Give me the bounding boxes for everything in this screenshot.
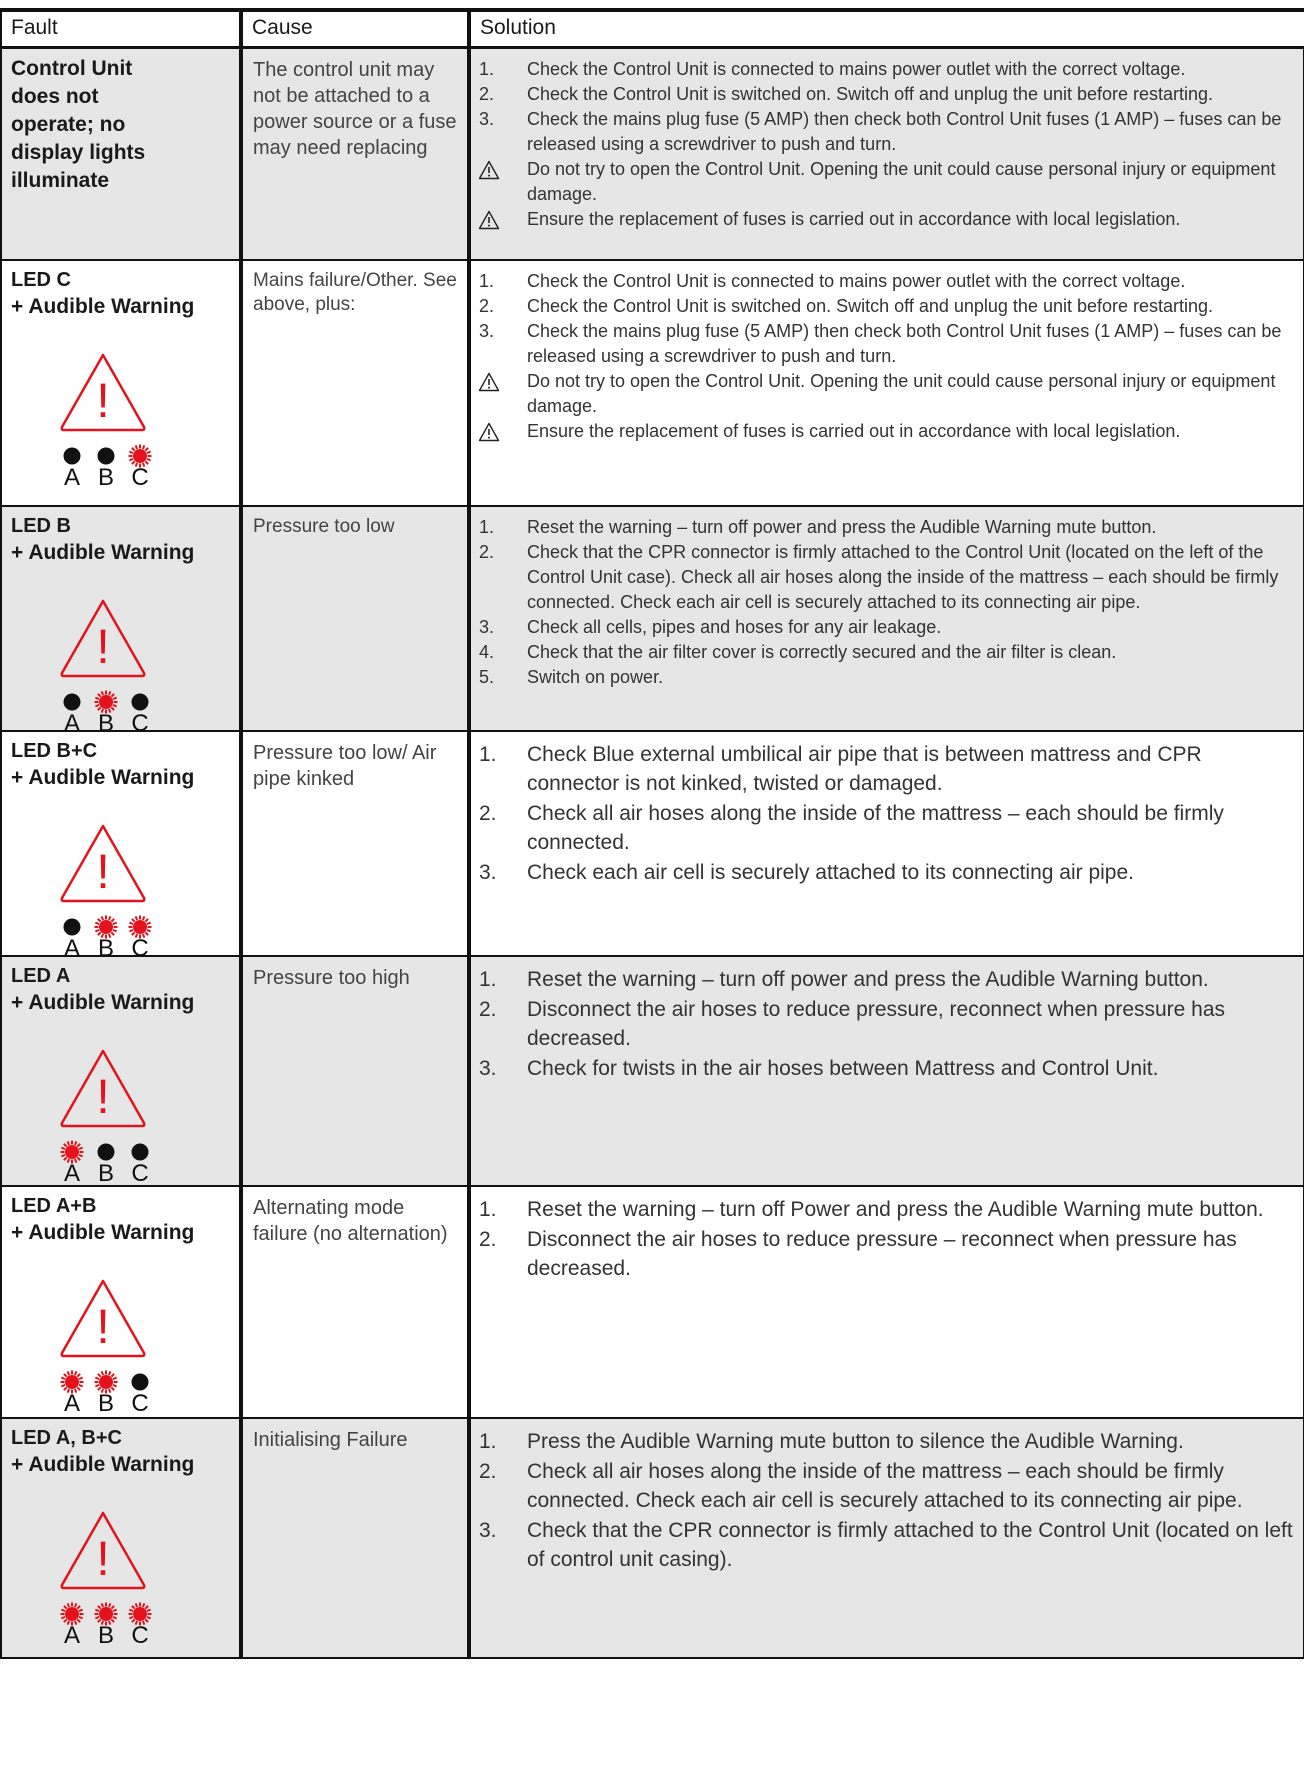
step-text: Reset the warning – turn off power and press the Audible Warning mute button. xyxy=(527,516,1157,537)
fault-cell xyxy=(1,956,241,1186)
warning-exclamation: ! xyxy=(96,845,110,899)
table-row xyxy=(1,956,1304,1186)
led-label-c: C xyxy=(131,1621,149,1649)
led-label-c: C xyxy=(131,1159,149,1187)
solution-step xyxy=(479,1457,1293,1515)
step-text: Ensure the replacement of fuses is carried out in accordance with local legislation. xyxy=(527,420,1181,441)
solution-cell xyxy=(469,260,1304,506)
step-number: 3. xyxy=(479,109,495,129)
fault-title: LED A xyxy=(11,964,71,987)
warning-triangle-icon xyxy=(58,1047,148,1129)
step-number: 1. xyxy=(479,1197,497,1221)
step-text: Check that the air filter cover is correctly secured and the air filter is clean. xyxy=(527,641,1117,662)
table-row xyxy=(1,506,1304,731)
fault-title: Control Unit does not operate; no display lights illuminate xyxy=(11,57,146,192)
step-number: 3. xyxy=(479,1518,497,1542)
step-number: 3. xyxy=(479,616,495,637)
solution-cell xyxy=(469,506,1304,731)
step-text: Check each air cell is securely attached to its connecting air pipe. xyxy=(527,860,1134,884)
led-indicator xyxy=(50,822,170,960)
led-indicator xyxy=(50,1277,170,1415)
warning-triangle-icon xyxy=(58,597,148,679)
fault-cell xyxy=(1,1418,241,1658)
step-number: 1. xyxy=(479,742,497,766)
led-indicator xyxy=(50,1509,170,1647)
cause-text: Pressure too high xyxy=(253,966,410,989)
fault-title: LED B+C xyxy=(11,739,98,762)
step-text: Reset the warning – turn off Power and press the Audible Warning mute button. xyxy=(527,1197,1264,1221)
step-number: 2. xyxy=(479,84,495,104)
table-row xyxy=(1,1186,1304,1418)
step-number: 1. xyxy=(479,1429,497,1453)
solution-step xyxy=(479,294,1293,319)
step-number: 1. xyxy=(479,967,497,991)
cause-text: The control unit may not be attached to a power source or a fuse may need replacing xyxy=(253,59,457,159)
led-indicator xyxy=(50,597,170,735)
warning-exclamation: ! xyxy=(96,374,110,428)
fault-cell xyxy=(1,48,241,260)
fault-title: LED B xyxy=(11,514,71,537)
fault-subtitle: + Audible Warning xyxy=(11,1452,195,1476)
solution-step xyxy=(479,1225,1293,1283)
header-fault: Fault xyxy=(1,10,241,48)
table-row xyxy=(1,1418,1304,1658)
cause-cell xyxy=(241,1186,469,1418)
solution-step xyxy=(479,540,1293,615)
step-number: 2. xyxy=(479,997,497,1021)
header-solution: Solution xyxy=(469,10,1304,48)
fault-cell xyxy=(1,506,241,737)
solution-step xyxy=(479,615,1293,640)
table-row xyxy=(1,731,1304,956)
table-row xyxy=(1,48,1304,260)
step-number: 1. xyxy=(479,59,495,79)
fault-subtitle: + Audible Warning xyxy=(11,1220,195,1244)
solution-step xyxy=(479,740,1293,798)
led-label-b: B xyxy=(97,934,114,962)
step-text: Check all air hoses along the inside of the mattress – each should be firmly connected. xyxy=(527,801,1224,854)
table-row xyxy=(1,260,1304,506)
solution-step xyxy=(479,1516,1293,1574)
solution-step xyxy=(479,515,1293,540)
step-text: Ensure the replacement of fuses is carried out in accordance with local legislation. xyxy=(527,209,1181,229)
step-number: 4. xyxy=(479,641,495,662)
step-text: Check all air hoses along the inside of the mattress – each should be firmly connected. Check each air cell is securely attached to its connecting air pipe. xyxy=(527,1459,1243,1512)
solution-cell xyxy=(469,1418,1304,1658)
step-text: Check all cells, pipes and hoses for any air leakage. xyxy=(527,616,942,637)
warning-triangle-icon xyxy=(58,1277,148,1359)
warning-triangle-icon xyxy=(58,351,148,433)
step-text: Do not try to open the Control Unit. Opening the unit could cause personal injury or equipment damage. xyxy=(527,159,1276,204)
fault-subtitle: + Audible Warning xyxy=(11,294,195,318)
caution-note xyxy=(479,369,1293,419)
step-text: Check for twists in the air hoses between Mattress and Control Unit. xyxy=(527,1056,1159,1080)
fault-cell xyxy=(1,260,241,506)
step-text: Disconnect the air hoses to reduce pressure – reconnect when pressure has decreased. xyxy=(527,1227,1237,1280)
solution-cell xyxy=(469,956,1304,1186)
step-number: 2. xyxy=(479,801,497,825)
solution-list xyxy=(479,57,1293,237)
fault-subtitle: + Audible Warning xyxy=(11,990,195,1014)
warning-triangle-icon xyxy=(58,822,148,904)
caution-marker xyxy=(479,419,527,449)
led-label-c: C xyxy=(131,934,149,962)
solution-step xyxy=(479,269,1293,294)
solution-step xyxy=(479,965,1293,994)
caution-note xyxy=(479,157,1293,207)
cause-text: Mains failure/Other. See above, plus: xyxy=(253,269,457,315)
caution-icon xyxy=(478,422,500,442)
led-label-b: B xyxy=(97,709,114,737)
cause-text: Alternating mode failure (no alternation) xyxy=(253,1196,448,1245)
step-text: Check the Control Unit is connected to mains power outlet with the correct voltage. xyxy=(527,270,1186,291)
led-label-a: A xyxy=(63,934,80,962)
step-number: 2. xyxy=(479,541,495,562)
solution-list xyxy=(479,1195,1293,1283)
step-number: 2. xyxy=(479,1227,497,1251)
step-number: 2. xyxy=(479,295,495,316)
led-label-b: B xyxy=(97,1389,114,1417)
step-text: Check that the CPR connector is firmly attached to the Control Unit (located on left of control unit casing). xyxy=(527,1518,1293,1571)
caution-marker xyxy=(479,157,527,187)
solution-step xyxy=(479,57,1293,82)
warning-exclamation: ! xyxy=(96,1300,110,1354)
caution-note xyxy=(479,207,1293,237)
led-label-c: C xyxy=(131,709,149,737)
solution-cell xyxy=(469,1186,1304,1418)
cause-cell xyxy=(241,506,469,731)
step-text: Check Blue external umbilical air pipe that is between mattress and CPR connector is not kinked, twisted or damaged. xyxy=(527,742,1202,795)
warning-exclamation: ! xyxy=(96,620,110,674)
solution-step xyxy=(479,1054,1293,1083)
cause-cell xyxy=(241,260,469,506)
caution-icon xyxy=(478,372,500,392)
step-number: 1. xyxy=(479,270,495,291)
step-text: Switch on power. xyxy=(527,666,664,687)
led-indicator xyxy=(50,351,170,489)
cause-cell xyxy=(241,731,469,956)
step-number: 5. xyxy=(479,666,495,687)
led-label-c: C xyxy=(131,1389,149,1417)
caution-icon xyxy=(478,210,500,230)
warning-exclamation: ! xyxy=(96,1070,110,1124)
solution-list xyxy=(479,965,1293,1083)
fault-cell xyxy=(1,1186,241,1418)
led-label-c: C xyxy=(131,463,149,491)
cause-text: Initialising Failure xyxy=(253,1428,408,1451)
step-text: Do not try to open the Control Unit. Opening the unit could cause personal injury or equipment damage. xyxy=(527,370,1276,416)
led-indicator xyxy=(50,1047,170,1185)
step-text: Check the Control Unit is switched on. Switch off and unplug the unit before restarting. xyxy=(527,295,1214,316)
cause-cell xyxy=(241,1418,469,1658)
step-text: Check the Control Unit is switched on. Switch off and unplug the unit before restarting. xyxy=(527,84,1214,104)
step-number: 3. xyxy=(479,860,497,884)
step-text: Check the Control Unit is connected to mains power outlet with the correct voltage. xyxy=(527,59,1186,79)
solution-list xyxy=(479,740,1293,887)
fault-title: LED C xyxy=(11,268,71,291)
step-number: 3. xyxy=(479,320,495,341)
step-text: Check the mains plug fuse (5 AMP) then check both Control Unit fuses (1 AMP) – fuses can be released using a screwdriver to push and turn. xyxy=(527,320,1282,366)
caution-note xyxy=(479,419,1293,449)
solution-step xyxy=(479,665,1293,690)
cause-text: Pressure too low xyxy=(253,515,395,537)
solution-cell xyxy=(469,731,1304,956)
fault-cell xyxy=(1,731,241,962)
caution-icon xyxy=(478,160,500,180)
fault-title: LED A, B+C xyxy=(11,1426,122,1449)
cause-cell xyxy=(241,48,469,260)
solution-step xyxy=(479,640,1293,665)
solution-step xyxy=(479,995,1293,1053)
solution-step xyxy=(479,1427,1293,1456)
led-label-b: B xyxy=(97,463,114,491)
led-label-a: A xyxy=(63,1389,80,1417)
fault-title: LED A+B xyxy=(11,1194,97,1217)
step-text: Press the Audible Warning mute button to silence the Audible Warning. xyxy=(527,1429,1184,1453)
step-text: Check the mains plug fuse (5 AMP) then check both Control Unit fuses (1 AMP) – fuses can be released using a screwdriver to push and turn. xyxy=(527,109,1282,154)
led-label-a: A xyxy=(63,1621,80,1649)
step-number: 2. xyxy=(479,1459,497,1483)
header-row xyxy=(1,10,1304,48)
warning-exclamation: ! xyxy=(96,1532,110,1586)
warning-triangle-icon xyxy=(58,1509,148,1591)
solution-step xyxy=(479,319,1293,369)
solution-list xyxy=(479,1427,1293,1574)
fault-table xyxy=(0,8,1304,1659)
caution-marker xyxy=(479,207,527,237)
cause-text: Pressure too low/ Air pipe kinked xyxy=(253,741,437,790)
solution-step xyxy=(479,82,1293,107)
solution-list xyxy=(479,515,1293,690)
led-label-b: B xyxy=(97,1159,114,1187)
step-text: Check that the CPR connector is firmly attached to the Control Unit (located on the left of the Control Unit case). Check all air hoses along the inside of the mattress – each should be firmly connected. Check each air cell is securely attached to its connecting air pipe. xyxy=(527,541,1279,612)
step-number: 3. xyxy=(479,1056,497,1080)
step-text: Disconnect the air hoses to reduce pressure, reconnect when pressure has decreased. xyxy=(527,997,1226,1050)
led-label-a: A xyxy=(63,1159,80,1187)
header-cause: Cause xyxy=(241,10,469,48)
caution-marker xyxy=(479,369,527,399)
solution-step xyxy=(479,107,1293,157)
solution-cell xyxy=(469,48,1304,260)
solution-step xyxy=(479,799,1293,857)
fault-subtitle: + Audible Warning xyxy=(11,765,195,789)
led-label-b: B xyxy=(97,1621,114,1649)
cause-cell xyxy=(241,956,469,1186)
solution-list xyxy=(479,269,1293,449)
led-label-a: A xyxy=(63,709,80,737)
step-text: Reset the warning – turn off power and press the Audible Warning button. xyxy=(527,967,1209,991)
solution-step xyxy=(479,858,1293,887)
solution-step xyxy=(479,1195,1293,1224)
fault-subtitle: + Audible Warning xyxy=(11,540,195,564)
step-number: 1. xyxy=(479,516,495,537)
led-label-a: A xyxy=(63,463,80,491)
